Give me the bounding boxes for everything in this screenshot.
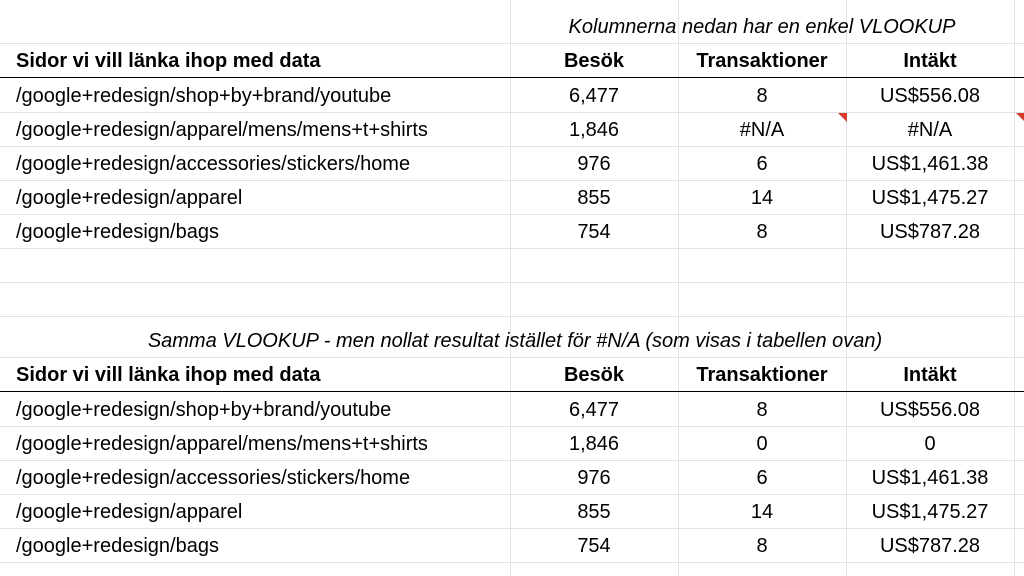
cell-transactions[interactable]: 6	[756, 153, 768, 175]
cell-page[interactable]: /google+redesign/apparel/mens/mens+t+shirts	[16, 433, 428, 455]
cell-revenue[interactable]: US$556.08	[879, 85, 981, 107]
empty-row[interactable]	[0, 249, 1024, 283]
table1-header-row[interactable]	[0, 44, 1024, 78]
cell-page[interactable]: /google+redesign/accessories/stickers/home	[16, 153, 411, 175]
cell-transactions[interactable]: 14	[750, 187, 774, 209]
table-row[interactable]	[0, 427, 1024, 461]
cell-page[interactable]: /google+redesign/apparel/mens/mens+t+shirts	[16, 119, 428, 141]
cell-revenue[interactable]: US$1,475.27	[871, 187, 989, 209]
empty-row[interactable]	[0, 283, 1024, 317]
table-row[interactable]	[0, 147, 1024, 181]
table1-header-transactions[interactable]: Transaktioner	[696, 50, 828, 72]
cell-visits[interactable]: 1,846	[568, 433, 620, 455]
cell-visits[interactable]: 976	[577, 467, 611, 489]
cell-visits[interactable]: 754	[577, 221, 611, 243]
error-flag-icon[interactable]	[1016, 113, 1024, 122]
cell-transactions[interactable]: 8	[756, 535, 768, 557]
cell-revenue[interactable]: US$787.28	[879, 535, 981, 557]
cell-transactions-value: #N/A	[739, 119, 785, 141]
cell-revenue-value: #N/A	[907, 119, 953, 141]
cell-page[interactable]: /google+redesign/accessories/stickers/home	[16, 467, 411, 489]
cell-transactions[interactable]: 8	[756, 221, 768, 243]
table1-header-visits[interactable]: Besök	[563, 50, 625, 72]
cell-transactions[interactable]: 0	[756, 433, 768, 455]
cell-page[interactable]: /google+redesign/shop+by+brand/youtube	[16, 85, 392, 107]
cell-page[interactable]: /google+redesign/bags	[16, 221, 219, 243]
table-row[interactable]	[0, 393, 1024, 427]
table1-caption: Kolumnerna nedan har en enkel VLOOKUP	[568, 16, 956, 38]
caption-row-2[interactable]	[0, 324, 1024, 358]
table-row[interactable]	[0, 215, 1024, 249]
table1-header-page[interactable]: Sidor vi vill länka ihop med data	[16, 50, 321, 72]
cell-page[interactable]: /google+redesign/apparel	[16, 501, 243, 523]
table2-header-transactions[interactable]: Transaktioner	[696, 364, 828, 386]
table2-header-visits[interactable]: Besök	[563, 364, 625, 386]
cell-revenue[interactable]: US$1,475.27	[871, 501, 989, 523]
caption-row-1[interactable]	[0, 10, 1024, 44]
cell-revenue-error[interactable]	[846, 113, 1014, 146]
table2-header-row[interactable]	[0, 358, 1024, 392]
cell-transactions[interactable]: 14	[750, 501, 774, 523]
cell-transactions[interactable]: 6	[756, 467, 768, 489]
cell-visits[interactable]: 855	[577, 187, 611, 209]
cell-visits[interactable]: 754	[577, 535, 611, 557]
cell-revenue[interactable]: US$787.28	[879, 221, 981, 243]
cell-page[interactable]: /google+redesign/bags	[16, 535, 219, 557]
cell-revenue[interactable]: US$1,461.38	[871, 467, 989, 489]
cell-page[interactable]: /google+redesign/shop+by+brand/youtube	[16, 399, 392, 421]
cell-transactions[interactable]: 8	[756, 399, 768, 421]
cell-revenue[interactable]: US$1,461.38	[871, 153, 989, 175]
table-row[interactable]	[0, 461, 1024, 495]
table-row[interactable]	[0, 181, 1024, 215]
cell-page[interactable]: /google+redesign/apparel	[16, 187, 243, 209]
cell-transactions[interactable]: 8	[756, 85, 768, 107]
table2-caption: Samma VLOOKUP - men nollat resultat istället för #N/A (som visas i tabellen ovan)	[147, 330, 883, 352]
cell-revenue[interactable]: 0	[924, 433, 936, 455]
table2-header-revenue[interactable]: Intäkt	[903, 364, 957, 386]
table2-header-page[interactable]: Sidor vi vill länka ihop med data	[16, 364, 321, 386]
cell-transactions-error[interactable]	[678, 113, 846, 146]
table-row[interactable]	[0, 495, 1024, 529]
cell-visits[interactable]: 6,477	[568, 399, 620, 421]
table-row[interactable]	[0, 113, 1024, 147]
cell-visits[interactable]: 976	[577, 153, 611, 175]
cell-visits[interactable]: 6,477	[568, 85, 620, 107]
cell-revenue[interactable]: US$556.08	[879, 399, 981, 421]
table1-header-revenue[interactable]: Intäkt	[903, 50, 957, 72]
cell-visits[interactable]: 855	[577, 501, 611, 523]
table-row[interactable]	[0, 79, 1024, 113]
cell-visits[interactable]: 1,846	[568, 119, 620, 141]
table-row[interactable]	[0, 529, 1024, 563]
